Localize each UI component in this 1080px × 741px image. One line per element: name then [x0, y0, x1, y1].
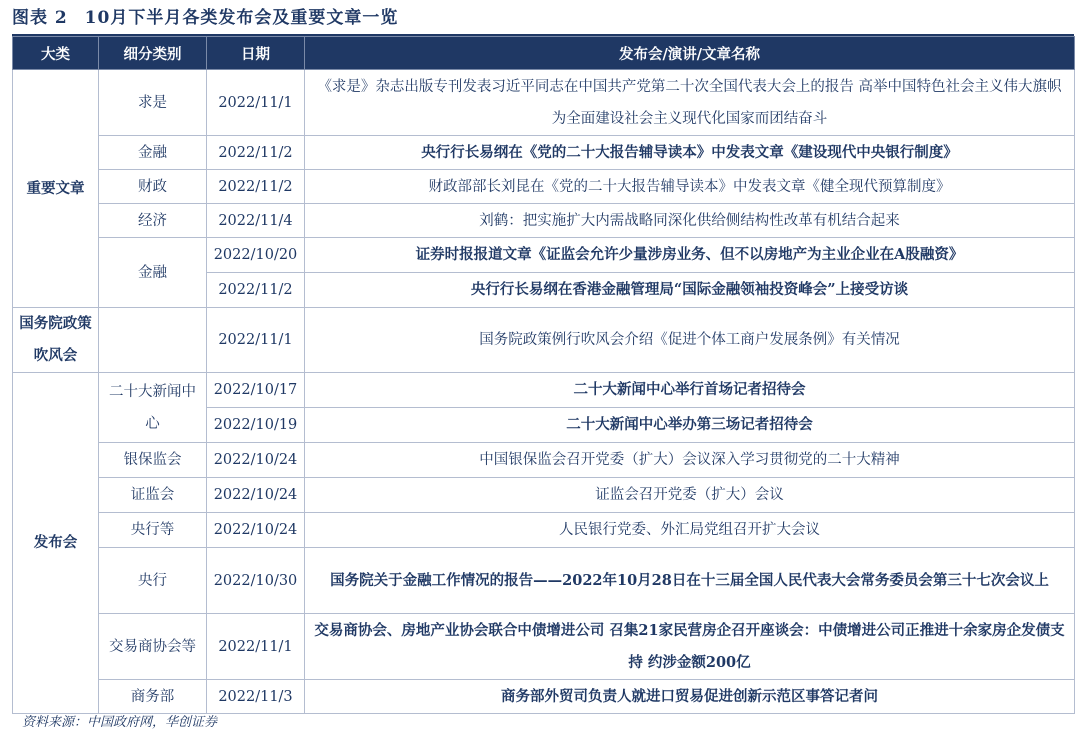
- title-cell: 央行行长易纲在香港金融管理局“国际金融领袖投资峰会”上接受访谈: [305, 273, 1075, 308]
- title-cell: 交易商协会、房地产业协会联合中债增进公司 召集21家民营房企召开座谈会：中债增进公司正推进十余家房企发债支持 约涉金额200亿: [305, 614, 1075, 680]
- table-row: [13, 238, 1075, 273]
- title-cell: 证券时报报道文章《证监会允许少量涉房业务、但不以房地产为主业企业在A股融资》: [305, 238, 1075, 273]
- header-subcategory: 细分类别: [99, 37, 207, 70]
- subcategory-cell: 经济: [99, 204, 207, 238]
- subcategory-cell: 银保监会: [99, 443, 207, 478]
- table-row: [13, 308, 1075, 373]
- events-table: [12, 36, 1075, 714]
- header-title: 发布会/演讲/文章名称: [305, 37, 1075, 70]
- table-row: [13, 443, 1075, 478]
- subcategory-cell: 交易商协会等: [99, 614, 207, 680]
- table-row: [13, 478, 1075, 513]
- category-cell: 国务院政策吹风会: [13, 308, 99, 373]
- subcategory-cell: 央行等: [99, 513, 207, 548]
- date-cell: 2022/11/2: [207, 273, 305, 308]
- table-row: [13, 70, 1075, 136]
- date-cell: 2022/11/2: [207, 170, 305, 204]
- table-row: [13, 136, 1075, 170]
- title-cell: 国务院关于金融工作情况的报告——2022年10月28日在十三届全国人民代表大会常务委员会第三十七次会议上: [305, 548, 1075, 614]
- title-cell: 财政部部长刘昆在《党的二十大报告辅导读本》中发表文章《健全现代预算制度》: [305, 170, 1075, 204]
- caption-label: 图表 2: [12, 8, 68, 28]
- subcategory-cell: 二十大新闻中心: [99, 373, 207, 443]
- date-cell: 2022/10/30: [207, 548, 305, 614]
- table-row: [13, 680, 1075, 714]
- date-cell: 2022/10/24: [207, 443, 305, 478]
- title-cell: 二十大新闻中心举行首场记者招待会: [305, 373, 1075, 408]
- table-row: [13, 204, 1075, 238]
- date-cell: 2022/11/4: [207, 204, 305, 238]
- subcategory-cell: 财政: [99, 170, 207, 204]
- title-cell: 国务院政策例行吹风会介绍《促进个体工商户发展条例》有关情况: [305, 308, 1075, 373]
- subcategory-cell: 央行: [99, 548, 207, 614]
- title-cell: 二十大新闻中心举办第三场记者招待会: [305, 408, 1075, 443]
- table-row: [13, 373, 1075, 408]
- title-cell: 人民银行党委、外汇局党组召开扩大会议: [305, 513, 1075, 548]
- category-cell: 发布会: [13, 373, 99, 714]
- date-cell: 2022/11/1: [207, 614, 305, 680]
- table-row: [13, 614, 1075, 680]
- subcategory-cell: 证监会: [99, 478, 207, 513]
- table-header-row: [13, 37, 1075, 70]
- title-cell: 商务部外贸司负责人就进口贸易促进创新示范区事答记者问: [305, 680, 1075, 714]
- date-cell: 2022/10/17: [207, 373, 305, 408]
- figure-caption: [12, 4, 398, 32]
- date-cell: 2022/10/24: [207, 513, 305, 548]
- source-note: 资料来源：中国政府网，华创证券: [22, 715, 218, 730]
- title-cell: 央行行长易纲在《党的二十大报告辅导读本》中发表文章《建设现代中央银行制度》: [305, 136, 1075, 170]
- caption-title: 10月下半月各类发布会及重要文章一览: [84, 8, 399, 28]
- date-cell: 2022/10/20: [207, 238, 305, 273]
- date-cell: 2022/11/3: [207, 680, 305, 714]
- subcategory-cell: [99, 308, 207, 373]
- date-cell: 2022/10/19: [207, 408, 305, 443]
- title-cell: 刘鹤：把实施扩大内需战略同深化供给侧结构性改革有机结合起来: [305, 204, 1075, 238]
- title-cell: 证监会召开党委（扩大）会议: [305, 478, 1075, 513]
- title-cell: 《求是》杂志出版专刊发表习近平同志在中国共产党第二十次全国代表大会上的报告 高举中国特色社会主义伟大旗帜 为全面建设社会主义现代化国家而团结奋斗: [305, 70, 1075, 136]
- subcategory-cell: 金融: [99, 136, 207, 170]
- header-date: 日期: [207, 37, 305, 70]
- subcategory-cell: 商务部: [99, 680, 207, 714]
- date-cell: 2022/10/24: [207, 478, 305, 513]
- date-cell: 2022/11/1: [207, 308, 305, 373]
- table-row: [13, 513, 1075, 548]
- date-cell: 2022/11/1: [207, 70, 305, 136]
- category-cell: 重要文章: [13, 70, 99, 308]
- header-category: 大类: [13, 37, 99, 70]
- date-cell: 2022/11/2: [207, 136, 305, 170]
- subcategory-cell: 金融: [99, 238, 207, 308]
- subcategory-cell: 求是: [99, 70, 207, 136]
- title-cell: 中国银保监会召开党委（扩大）会议深入学习贯彻党的二十大精神: [305, 443, 1075, 478]
- table-row: [13, 170, 1075, 204]
- table-row: [13, 548, 1075, 614]
